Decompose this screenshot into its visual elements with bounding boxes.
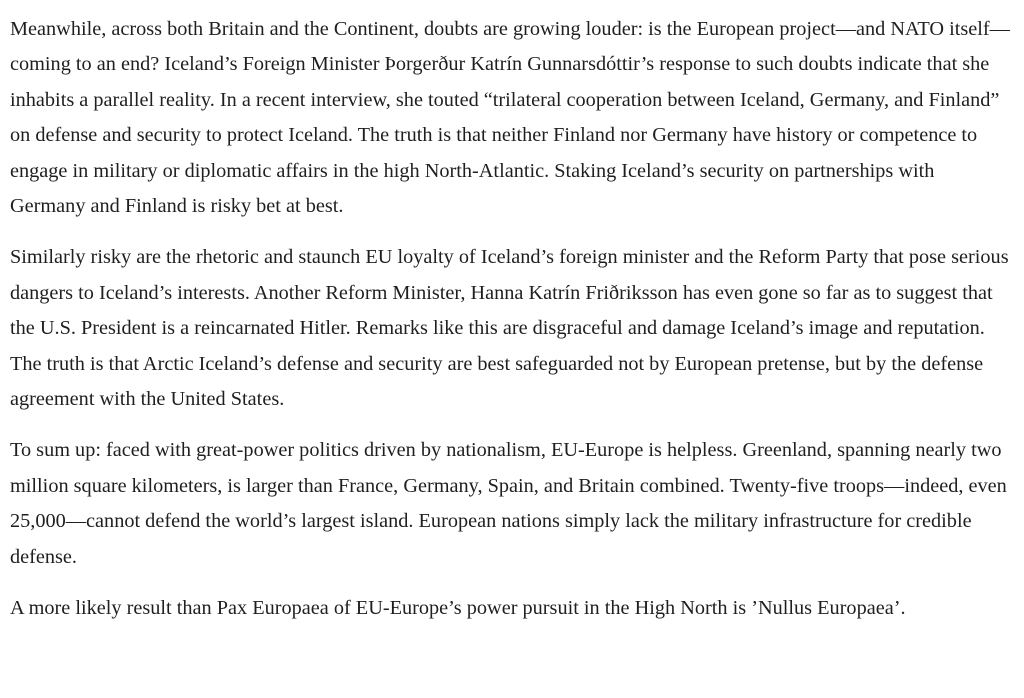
paragraph-2: Similarly risky are the rhetoric and staunch EU loyalty of Iceland’s foreign minister and the Reform Party that pose serious dangers to Iceland’s interests. Another Reform Minister, Hanna Katrín Friðriksson has even gone so far as to suggest that the U.S. President is a reincarnated Hitler. Remarks like this are disgraceful and damage Iceland’s image and reputation. The truth is that Arctic Iceland’s defense and security are best safeguarded not by European pretense, but by the defense agreement with the United States. [10, 246, 1009, 411]
paragraph-1: Meanwhile, across both Britain and the Continent, doubts are growing louder: is the European project—and NATO itself—coming to an end? Iceland’s Foreign Minister Þorgerður Katrín Gunnarsdóttir’s response to such doubts indicate that she inhabits a parallel reality. In a recent interview, she touted “trilateral cooperation between Iceland, Germany, and Finland” on defense and security to protect Iceland. The truth is that neither Finland nor Germany have history or competence to engage in military or diplomatic affairs in the high North-Atlantic. Staking Iceland’s security on partnerships with Germany and Finland is risky bet at best. [10, 18, 1010, 218]
paragraph-3: To sum up: faced with great-power politics driven by nationalism, EU-Europe is helpless. Greenland, spanning nearly two million square kilometers, is larger than France, Germany, Spain, and Britain combined. Twenty-five troops—indeed, even 25,000—cannot defend the world’s largest island. European nations simply lack the military infrastructure for credible defense. [10, 439, 1007, 568]
paragraph-4: A more likely result than Pax Europaea of EU-Europe’s power pursuit in the High North is ’Nullus Europaea’. [10, 597, 906, 620]
